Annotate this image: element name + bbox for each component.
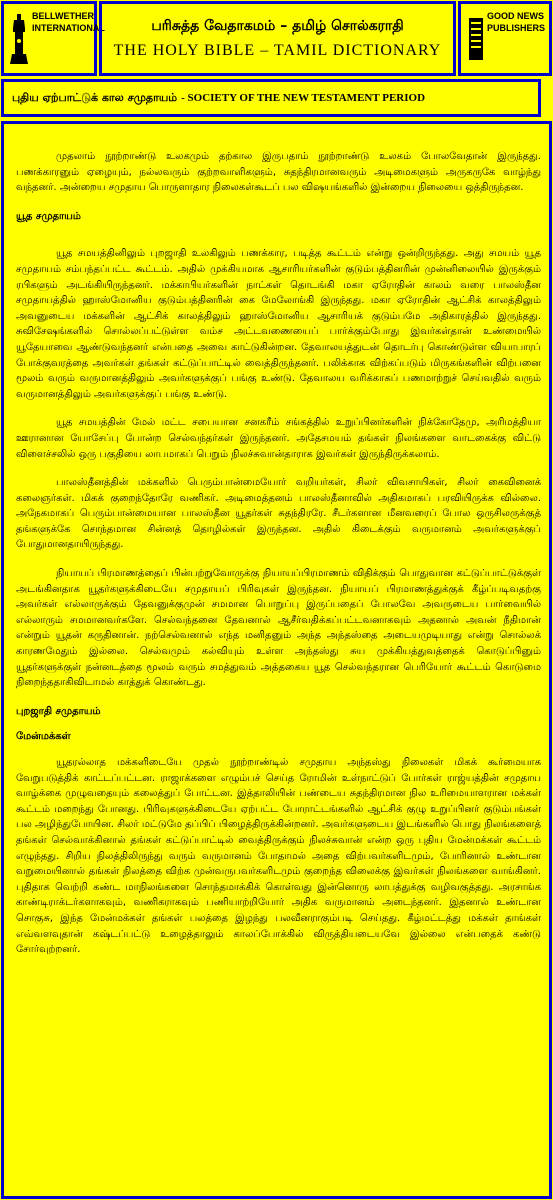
logo-line-2: PUBLISHERS <box>487 23 546 33</box>
page-title-english: THE HOLY BIBLE – TAMIL DICTIONARY <box>113 41 442 59</box>
heading-upper-class: மேன்மக்கள் <box>16 731 71 743</box>
bell-tower-icon <box>10 14 28 64</box>
bellwether-logo-text <box>32 10 105 34</box>
page-header <box>0 0 553 80</box>
paragraph: பாலஸ்தீனத்தின் மக்களில் பெரும்பான்மையோர் வறியர்கள், சிலர் விவசாயிகள், சிலர் கைவினைக் கலைஞர்கள். மிகக் குறைந்தோரே வணிகர். அடிமைத்தனம் பாலஸ்தீனாவில் அதிகமாகப் பரவியிருக்க வில்லை. அநேகமாகப் பெரும்பான்மையான பாலஸ்தீன யூதர்கள் சுதந்திரரே. சீடர்களான மீனவரைப் போல ஒருசிலருக்குத் தங்களுக்கே சொந்தமான சின்னத் தொழில்கள் இருந்தன. அதில் கிடைக்கும் வருமானம் அவர்களுக்குப் போதுமானதாயிருந்தது. <box>16 477 541 551</box>
section-title-tamil: புதிய ஏற்பாட்டுக் கால சமுதாயம் <box>12 90 178 104</box>
logo-line-1: BELLWETHER <box>32 11 94 21</box>
section-title <box>1 79 541 117</box>
good-news-logo <box>458 1 552 76</box>
bellwether-logo <box>1 1 105 76</box>
page-title-tamil: பரிசுத்த வேதாகமம் – தமிழ் சொல்கராதி <box>151 17 404 34</box>
heading-jewish-society: யூத சமுதாயம் <box>16 210 81 222</box>
title-box <box>99 1 456 76</box>
book-icon <box>467 14 485 64</box>
section-title-english: - SOCIETY OF THE NEW TESTAMENT PERIOD <box>181 92 426 104</box>
logo-line-2: INTERNATIONAL <box>32 23 105 33</box>
paragraph: நியாயப் பிரமாணத்தைப் பின்பற்றுவோருக்கு நியாயப்பிரமாணம் விதிக்கும் பொதுவான கட்டுப்பாட்டுக்குள் அடங்கினதாக யூதர்களுக்கிடையே சமுதாயப் பிரிவுகள் இருந்தன. நியாயப் பிரமாணத்துக்குக் கீழ்ப்படிவதற்கு அவர்கள் எல்லாருக்கும் தேவனுக்குமுன் சமமான பொறுப்பு இருப்பதைப் போலவே அவருடைய பார்வையில் எல்லாரும் சமமானவர்களே. செல்வந்தனை தேவனால் ஆசீர்வதிக்கப்பட்டவனாகவும் அதனால் அவன் நீதிமான் என்றும் யூதன் கருதினான். நற்செல்வனால் எந்த மனிதனும் அந்த அந்தஸ்தை அடையமுடியாது என்று சொல்லக் காரணமேதும் இல்லை. செல்வமும் கல்வியும் உள்ள அந்தஸ்து சுய முக்கியத்துவத்தைக் கொடுப்பினும் யூதர்களுக்குள் நன்னடத்தை மூலம் வரும் சமத்துவம் அத்தகைய யூத செல்வந்தரான பெரியோர் கூட்டம் கொடுமை நிறைந்ததாகிவிடாமல் காத்துக் கொண்டது. <box>16 568 541 689</box>
intro-paragraph: முதலாம் நூற்றாண்டு உலகமும் தற்கால இருபதாம் நூற்றாண்டு உலகம் போலவேதான் இருந்தது. பணக்காரனும் ஏழையும், நல்லவரும் குற்றவாளிகளும், சுதந்திரமானவரும் அடிமைகளும் அருகருகே வாழ்ந்து வந்தனர். அன்றைய சமுதாய பொருளாதார நிலைகள்கூடப் பல விஷயங்களில் இன்றைய நிலையை ஒத்திருந்தன. <box>16 151 541 194</box>
article-body <box>1 121 552 1199</box>
paragraph: யூதரல்லாத மக்களிடையே முதல் நூற்றாண்டில் சமுதாய அந்தஸ்து நிலைகள் மிகக் கூர்மையாக வேறுபடுத்திக் காட்டப்பட்டன. ராஜாக்களை எழும்பச் செய்த ரோமின் உள்நாட்டுப் போர்கள் ராஜ்யத்தின் சமுதாய வாழ்க்கை முழுவதையும் கலைத்துப் போட்டன. இத்தாலியின் பண்டைய சுதந்திரமான நில உரிமையாளரான மக்கள் கூட்டம் மறைந்து போனது. பிரிவுகளுக்கிடையே ஏற்பட்ட போராட்டங்களில் ஆட்சிக் குழு உறுப்பினர் குடும்பங்கள் பல அழிந்துபோயின. சிலர் மட்டுமே தப்பிப் பிழைத்திருக்கின்றனர். அவர்களுடைய இடங்களில் பொது நிலங்களைத் தங்கள் செல்வாக்கினால் தங்கள் கட்டுப்பாட்டில் வைத்திருக்கும் நிலச்சுவான் என்ற ஒரு புதிய மேன்மக்கள் கூட்டம் எழுந்தது. சிறிய நிலத்திலிருந்து வரும் வருமானம் போதாமல் அதை விற்பவர்களிடமும், போரினால் உண்டான வறுமையினால் தங்கள் நிலத்தை விற்க முன்வருபவர்களிடமும் குறைந்த விலைக்கு இவர்கள் நிலங்களை வாங்கினர். புதிதாக வெற்றி கண்ட மாநிலங்களை சொந்தமாக்கிக் கொள்வது இன்னொரு லாபத்துக்கு வழிவகுத்தது. அரசாங்க காண்டிராக்டர்களாகவும், வணிகராகவும் பணியாற்றியோர் அதிக வருமானம் அடைந்தனர். இதனால் உண்டான சொகுசு, இந்த மேன்மக்கள் தங்கள் பலத்தை இழந்து பலவீனராகும்படி செய்தது. கீழ்மட்டத்து மக்கள் தாங்கள் எவ்வளவுதான் கஷ்டப்பட்டு உழைத்தாலும் காலப்போக்கில் விருத்தியடையவே இல்லை என்பதைக் கண்டு சோர்வுற்றனர். <box>16 757 541 956</box>
logo-line-1: GOOD NEWS <box>487 11 545 21</box>
paragraph: யூத சமயத்தினிலும் புறஜாதி உலகிலும் பணக்கார, படித்த கூட்டம் என்று ஒன்றிருந்தது. அது சமயம் யூத சமுதாயம் சம்பந்தப்பட்ட கூட்டம். அதில் முக்கியமாக ஆசாரியர்களின் குடும்பத்தினரின் முன்னிலையில் இருக்கும் ரபிகளும் அடங்கியிருந்தனர். மக்காபியர்களின் நாட்கள் தொடங்கி மகா ஏரோதின் காலம் வரை பாலஸ்தீன சமுதாயத்தில் ஹாஸ்மோனிய குடும்பத்தினரின் கை மேலோங்கி இருந்தது. மகா ஏரோதின் ஆட்சிக் காலத்திலும் அவனுடைய மக்களின் ஆட்சிக் காலத்திலும் ஹாஸ்மோனிய ஆசாரியக் குடும்பமே அதிகாரத்தில் இருந்தது. சுவிசேஷங்களில் சொல்லப்பட்டுள்ள வம்ச அட்டவணையைப் பார்க்கும்போது இவர்கள்தான் உண்மையில் யூதேயாவை ஆண்டுவந்தனர் என்பதை அவை காட்டுகின்றன. தேவாலயத்துடன் தொடர்பு கொண்டுள்ள வியாபாரப் போக்குவரத்தை அவர்கள் தங்கள் கட்டுப்பாட்டில் வைத்திருந்தனர். பலிக்காக விற்கப்படும் மிருகங்களின் விற்பனை மூலம் வரும் வருமானத்திலும் அவர்களுக்குப் பங்கு உண்டு. தேவாலய வரிக்காகப் பணமாற்றுச் செய்வதில் வரும் வருமானத்திலும் அவர்களுக்குப் பங்கு உண்டு. <box>16 248 541 400</box>
good-news-logo-text <box>487 10 551 34</box>
heading-gentile-society: புறஜாதி சமுதாயம் <box>16 705 101 717</box>
paragraph: யூத சமயத்தின் மேல் மட்ட சபையான சனகரீம் சங்கத்தில் உறுப்பினர்களின் நிக்கோதேமு, அரிமத்தியா ஊரானான யோசேப்பு போன்ற செல்வந்தர்கள் இருந்தனர். அதேசமயம் தங்கள் நிலங்களை வாடகைக்கு விட்டு விளைச்சலில் ஒரு பகுதியை லாபமாகப் பெறும் நிலச்சுவான்தாராக இவர்கள் இருந்திருக்கலாம். <box>16 417 541 460</box>
